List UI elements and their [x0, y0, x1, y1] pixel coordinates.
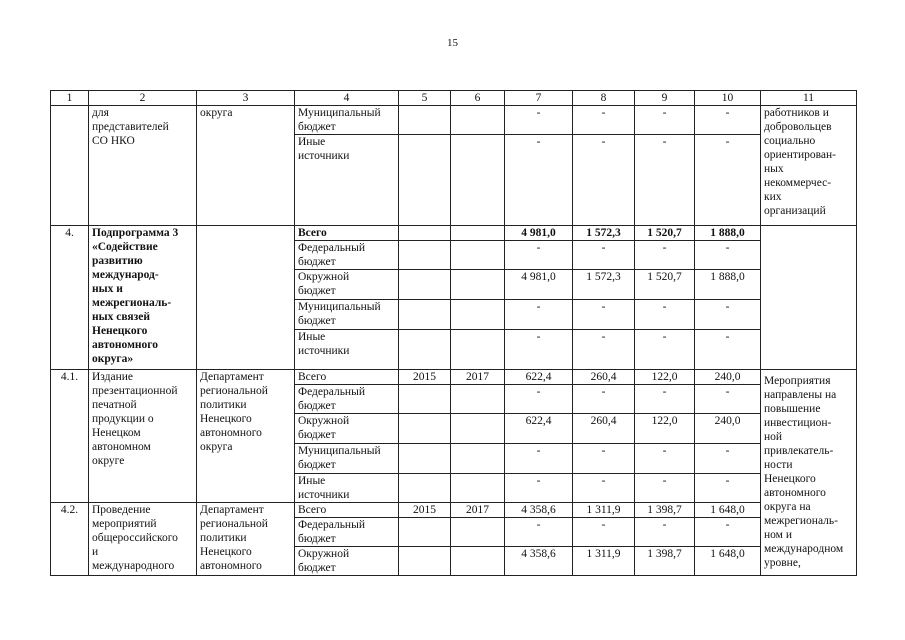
end-year-cell: 2017: [451, 370, 505, 385]
value-2016-cell: -: [635, 518, 695, 547]
end-year-cell: [451, 226, 505, 241]
table-row: [51, 503, 857, 518]
end-year-cell: [451, 300, 505, 330]
source-cell: Федеральный бюджет: [295, 385, 399, 414]
start-year-cell: [399, 226, 451, 241]
start-year-cell: [399, 106, 451, 135]
value-total-cell: 4 358,6: [505, 503, 573, 518]
item-number-cell: 4.: [51, 226, 89, 370]
start-year-cell: [399, 241, 451, 270]
value-2017-cell: -: [695, 444, 761, 474]
value-2015-cell: 1 311,9: [573, 547, 635, 576]
value-2016-cell: -: [635, 135, 695, 226]
value-2016-cell: -: [635, 106, 695, 135]
value-total-cell: -: [505, 444, 573, 474]
page-number: 15: [447, 37, 458, 49]
source-cell: Окружной бюджет: [295, 270, 399, 300]
item-name-cell: Проведение мероприятий общероссийского и международного: [89, 503, 197, 576]
value-2015-cell: 1 311,9: [573, 503, 635, 518]
value-2016-cell: -: [635, 444, 695, 474]
end-year-cell: 2017: [451, 503, 505, 518]
column-header: 1: [51, 91, 89, 106]
item-name-cell: Подпрограмма 3 «Содействие развитию международ- ных и межрегиональ- ных связей Ненецкого автономного округа»: [89, 226, 197, 370]
value-2017-cell: 240,0: [695, 414, 761, 444]
value-2016-cell: 122,0: [635, 370, 695, 385]
value-2015-cell: -: [573, 330, 635, 370]
value-total-cell: -: [505, 474, 573, 503]
source-cell: Всего: [295, 503, 399, 518]
value-total-cell: 622,4: [505, 370, 573, 385]
end-year-cell: [451, 474, 505, 503]
end-year-cell: [451, 385, 505, 414]
value-2017-cell: -: [695, 518, 761, 547]
start-year-cell: [399, 330, 451, 370]
start-year-cell: 2015: [399, 503, 451, 518]
note-cell: работников и добровольцев социально ориентирован- ных некоммерчес- ких организаций: [761, 106, 857, 226]
value-2015-cell: -: [573, 135, 635, 226]
source-cell: Всего: [295, 370, 399, 385]
value-2017-cell: 1 888,0: [695, 270, 761, 300]
column-header: 10: [695, 91, 761, 106]
item-number-cell: [51, 106, 89, 226]
column-header: 5: [399, 91, 451, 106]
item-number-cell: 4.2.: [51, 503, 89, 576]
end-year-cell: [451, 330, 505, 370]
value-2017-cell: 1 648,0: [695, 547, 761, 576]
value-2017-cell: 240,0: [695, 370, 761, 385]
value-total-cell: -: [505, 300, 573, 330]
value-2015-cell: -: [573, 300, 635, 330]
executor-cell: Департамент региональной политики Ненецкого автономного округа: [197, 370, 295, 503]
end-year-cell: [451, 106, 505, 135]
source-cell: Муниципальный бюджет: [295, 106, 399, 135]
value-2015-cell: -: [573, 474, 635, 503]
value-2016-cell: 1 398,7: [635, 547, 695, 576]
start-year-cell: [399, 547, 451, 576]
value-total-cell: 4 358,6: [505, 547, 573, 576]
item-number-cell: 4.1.: [51, 370, 89, 503]
source-cell: Иные источники: [295, 135, 399, 226]
start-year-cell: [399, 414, 451, 444]
value-2015-cell: -: [573, 518, 635, 547]
end-year-cell: [451, 518, 505, 547]
table-row: [51, 106, 857, 135]
table-row: [51, 370, 857, 385]
value-2017-cell: -: [695, 474, 761, 503]
value-2016-cell: -: [635, 330, 695, 370]
source-cell: Федеральный бюджет: [295, 241, 399, 270]
column-number-row: [51, 91, 857, 106]
end-year-cell: [451, 547, 505, 576]
end-year-cell: [451, 414, 505, 444]
value-total-cell: -: [505, 106, 573, 135]
value-total-cell: -: [505, 241, 573, 270]
value-2015-cell: -: [573, 385, 635, 414]
value-2017-cell: -: [695, 106, 761, 135]
value-total-cell: -: [505, 385, 573, 414]
value-2015-cell: -: [573, 106, 635, 135]
source-cell: Всего: [295, 226, 399, 241]
value-total-cell: 4 981,0: [505, 270, 573, 300]
value-2015-cell: -: [573, 444, 635, 474]
executor-cell: [197, 226, 295, 370]
value-2016-cell: -: [635, 385, 695, 414]
column-header: 11: [761, 91, 857, 106]
column-header: 4: [295, 91, 399, 106]
item-name-cell: для представителей СО НКО: [89, 106, 197, 226]
value-2015-cell: 260,4: [573, 370, 635, 385]
executor-cell: Департамент региональной политики Ненецкого автономного: [197, 503, 295, 576]
column-header: 3: [197, 91, 295, 106]
value-2017-cell: -: [695, 135, 761, 226]
value-total-cell: 4 981,0: [505, 226, 573, 241]
item-name-cell: Издание презентационной печатной продукции о Ненецком автономном округе: [89, 370, 197, 503]
column-header: 6: [451, 91, 505, 106]
value-2016-cell: 1 398,7: [635, 503, 695, 518]
value-2017-cell: -: [695, 385, 761, 414]
start-year-cell: [399, 385, 451, 414]
start-year-cell: [399, 300, 451, 330]
source-cell: Муниципальный бюджет: [295, 300, 399, 330]
value-2016-cell: 1 520,7: [635, 270, 695, 300]
column-header: 2: [89, 91, 197, 106]
source-cell: Федеральный бюджет: [295, 518, 399, 547]
program-table: [50, 90, 857, 576]
value-2016-cell: -: [635, 241, 695, 270]
value-total-cell: -: [505, 518, 573, 547]
executor-cell: округа: [197, 106, 295, 226]
value-2016-cell: 1 520,7: [635, 226, 695, 241]
table-row: [51, 226, 857, 241]
value-total-cell: 622,4: [505, 414, 573, 444]
value-2017-cell: 1 888,0: [695, 226, 761, 241]
value-2016-cell: -: [635, 300, 695, 330]
source-cell: Окружной бюджет: [295, 414, 399, 444]
source-cell: Иные источники: [295, 330, 399, 370]
source-cell: Иные источники: [295, 474, 399, 503]
end-year-cell: [451, 444, 505, 474]
value-2016-cell: 122,0: [635, 414, 695, 444]
start-year-cell: [399, 135, 451, 226]
value-2016-cell: -: [635, 474, 695, 503]
value-2015-cell: 1 572,3: [573, 226, 635, 241]
note-cell: [761, 226, 857, 370]
column-header: 8: [573, 91, 635, 106]
source-cell: Муниципальный бюджет: [295, 444, 399, 474]
start-year-cell: [399, 270, 451, 300]
start-year-cell: [399, 518, 451, 547]
value-2015-cell: -: [573, 241, 635, 270]
value-2017-cell: -: [695, 300, 761, 330]
start-year-cell: [399, 474, 451, 503]
end-year-cell: [451, 270, 505, 300]
value-2017-cell: 1 648,0: [695, 503, 761, 518]
note-cell: Мероприятия направлены на повышение инвестицион- ной привлекатель- ности Ненецкого автономного округа на межрегиональ- ном и международном уровне,: [761, 370, 857, 576]
value-total-cell: -: [505, 330, 573, 370]
end-year-cell: [451, 241, 505, 270]
end-year-cell: [451, 135, 505, 226]
value-2017-cell: -: [695, 241, 761, 270]
value-2017-cell: -: [695, 330, 761, 370]
value-2015-cell: 260,4: [573, 414, 635, 444]
column-header: 7: [505, 91, 573, 106]
value-2015-cell: 1 572,3: [573, 270, 635, 300]
start-year-cell: [399, 444, 451, 474]
source-cell: Окружной бюджет: [295, 547, 399, 576]
start-year-cell: 2015: [399, 370, 451, 385]
value-total-cell: -: [505, 135, 573, 226]
column-header: 9: [635, 91, 695, 106]
